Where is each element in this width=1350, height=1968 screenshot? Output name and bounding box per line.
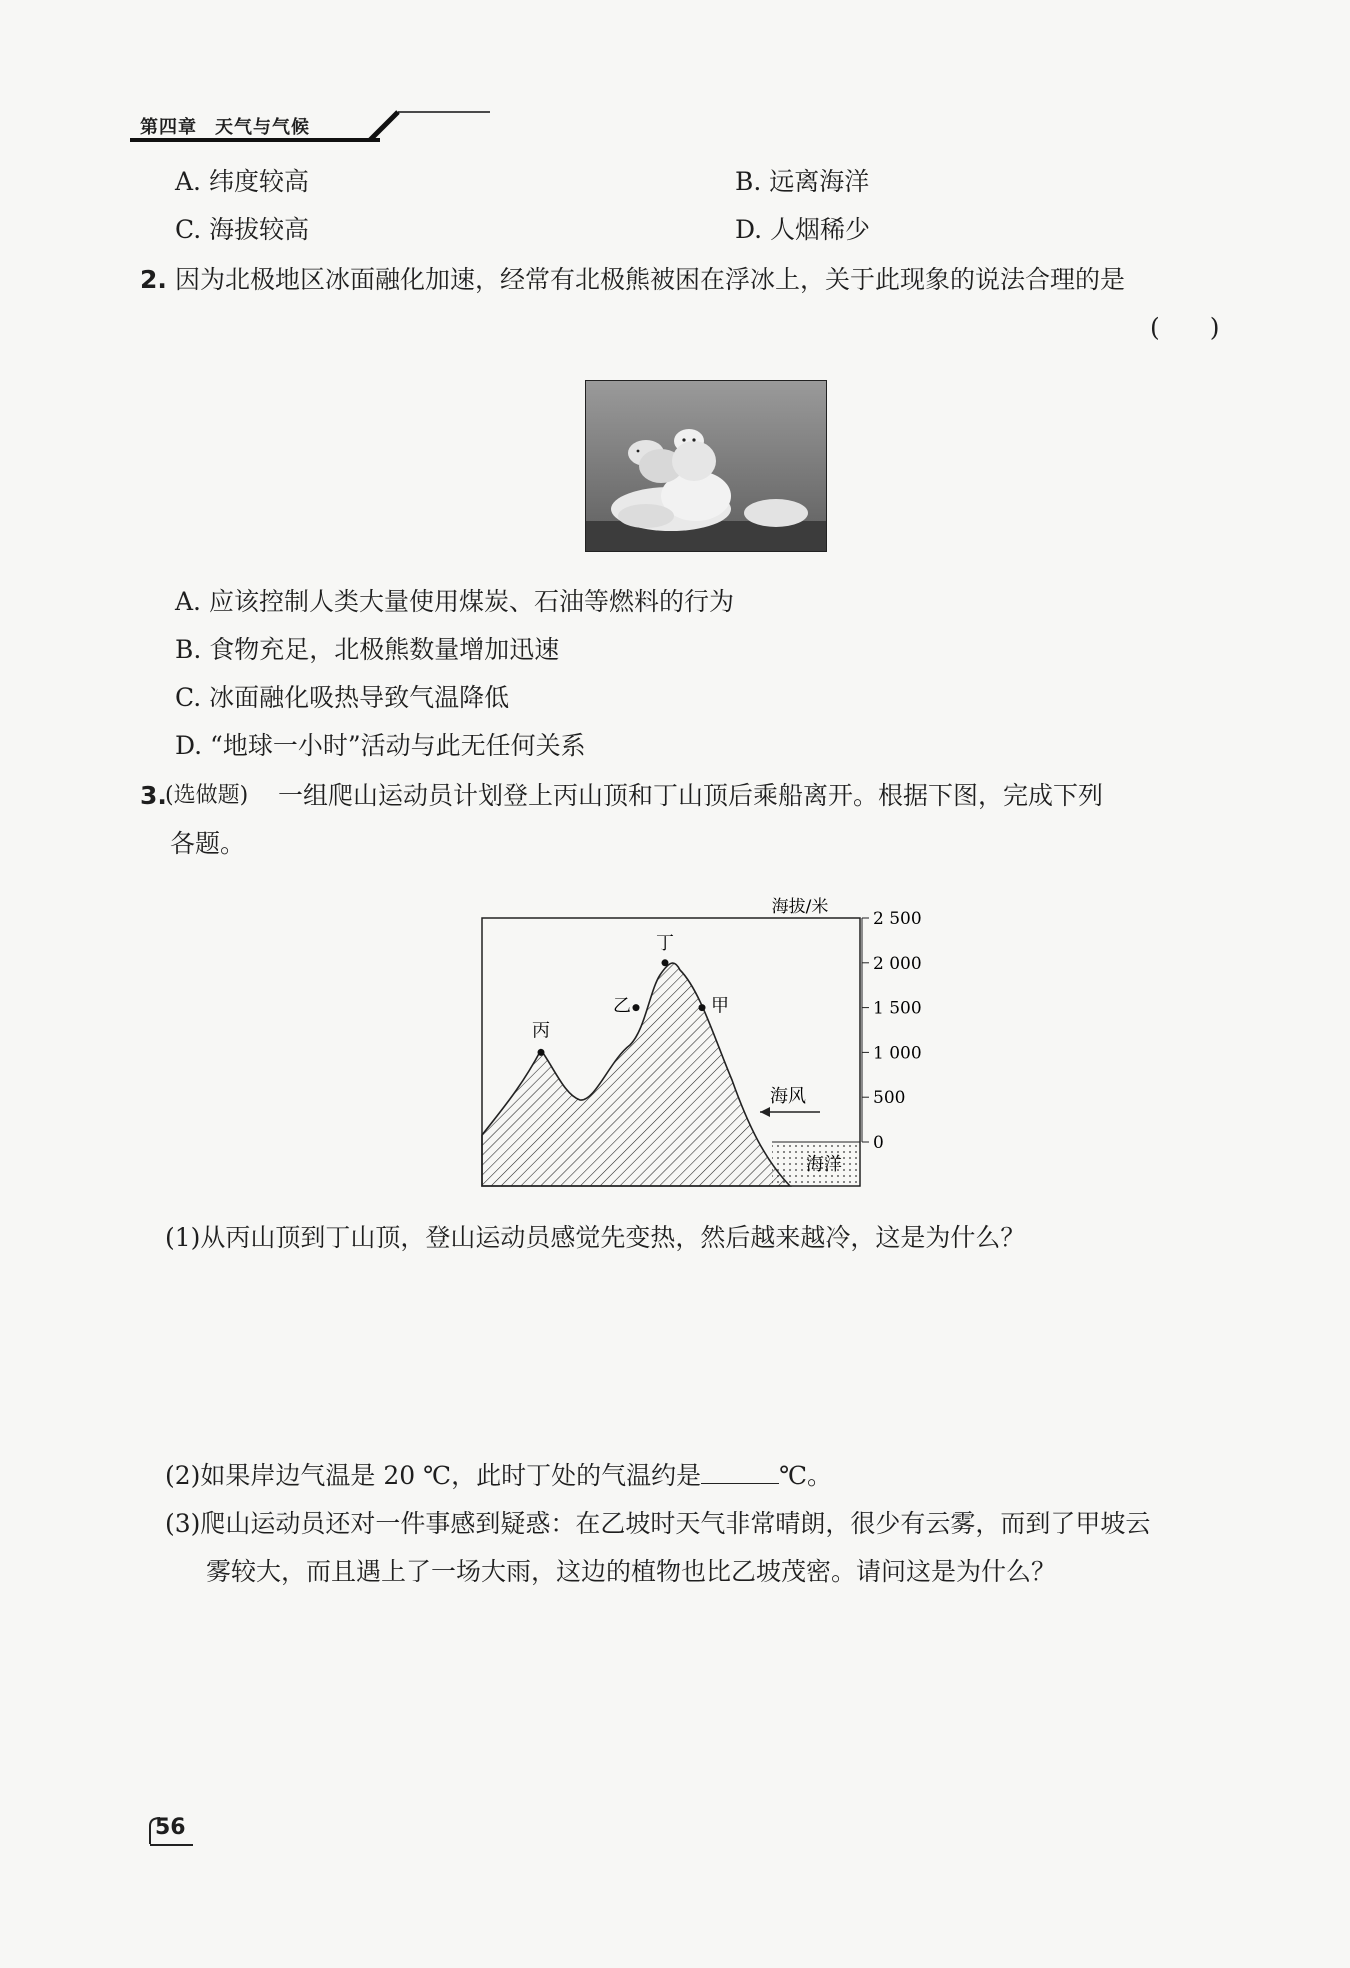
point-marker-1 (662, 959, 669, 966)
q2-number: 2. (140, 265, 167, 294)
chapter-header (140, 113, 328, 139)
point-marker-2 (633, 1004, 640, 1011)
chapter-number: 第四章 (140, 117, 197, 138)
wind-label: 海风 (770, 1086, 806, 1107)
q2-option-a: A. 应该控制人类大量使用煤炭、石油等燃料的行为 (175, 587, 734, 616)
q2-option-d: D. “地球一小时”活动与此无任何关系 (175, 731, 586, 760)
point-label-2: 乙 (613, 995, 631, 1017)
q2-stem: 因为北极地区冰面融化加速，经常有北极熊被困在浮冰上，关于此现象的说法合理的是 (175, 265, 1126, 294)
q3-sub2 (165, 1460, 832, 1492)
y-axis-title: 海拔/米 (771, 897, 829, 917)
y-tick-label: 0 (873, 1133, 884, 1153)
chapter-title: 天气与气候 (215, 117, 310, 138)
q3-number: 3. (140, 781, 167, 810)
q1-option-c: C. 海拔较高 (175, 215, 310, 244)
q3-stem-line1: 一组爬山运动员计划登上丙山顶和丁山顶后乘船离开。根据下图，完成下列 (278, 781, 1104, 810)
q3-sub3-line1: (3)爬山运动员还对一件事感到疑惑：在乙坡时天气非常晴朗，很少有云雾，而到了甲坡云 (165, 1509, 1151, 1538)
y-tick-label: 2 500 (873, 909, 922, 929)
q1-option-a: A. 纬度较高 (175, 167, 309, 196)
page-number: 56 (155, 1815, 186, 1840)
point-marker-3 (699, 1004, 706, 1011)
q3-sub2-blank[interactable] (701, 1461, 779, 1484)
point-label-0: 丙 (532, 1020, 550, 1042)
q1-option-b: B. 远离海洋 (735, 167, 870, 196)
q2-option-c: C. 冰面融化吸热导致气温降低 (175, 683, 510, 712)
y-tick-label: 2 000 (873, 953, 922, 974)
q2-answer-bracket: ( ) (1150, 313, 1220, 342)
q3-stem-line2: 各题。 (170, 829, 246, 858)
q3-sub3-line2: 雾较大，而且遇上了一场大雨，这边的植物也比乙坡茂密。请问这是为什么？ (206, 1557, 1057, 1586)
point-marker-0 (538, 1049, 545, 1056)
wind-arrowhead (760, 1107, 770, 1117)
y-tick-label: 1 000 (873, 1043, 922, 1064)
q3-sub2-text: (2)如果岸边气温是 20 ℃，此时丁处的气温约是 (165, 1461, 702, 1490)
q2-option-b: B. 食物充足，北极熊数量增加迅速 (175, 635, 560, 664)
elevation-profile-chart (470, 880, 940, 1200)
y-tick-label: 500 (873, 1088, 906, 1109)
point-label-1: 丁 (656, 932, 674, 954)
y-tick-label: 1 500 (873, 998, 922, 1019)
q1-option-d: D. 人烟稀少 (735, 215, 871, 244)
polar-bear-photo (585, 380, 827, 552)
q3-tag: (选做题) (165, 783, 249, 808)
mountain-profile (482, 963, 790, 1186)
q3-sub2-unit: ℃。 (779, 1461, 833, 1490)
q3-sub1: (1)从丙山顶到丁山顶，登山运动员感觉先变热，然后越来越冷，这是为什么？ (165, 1223, 1026, 1252)
point-label-3: 甲 (711, 995, 729, 1017)
sea-label: 海洋 (806, 1154, 842, 1175)
